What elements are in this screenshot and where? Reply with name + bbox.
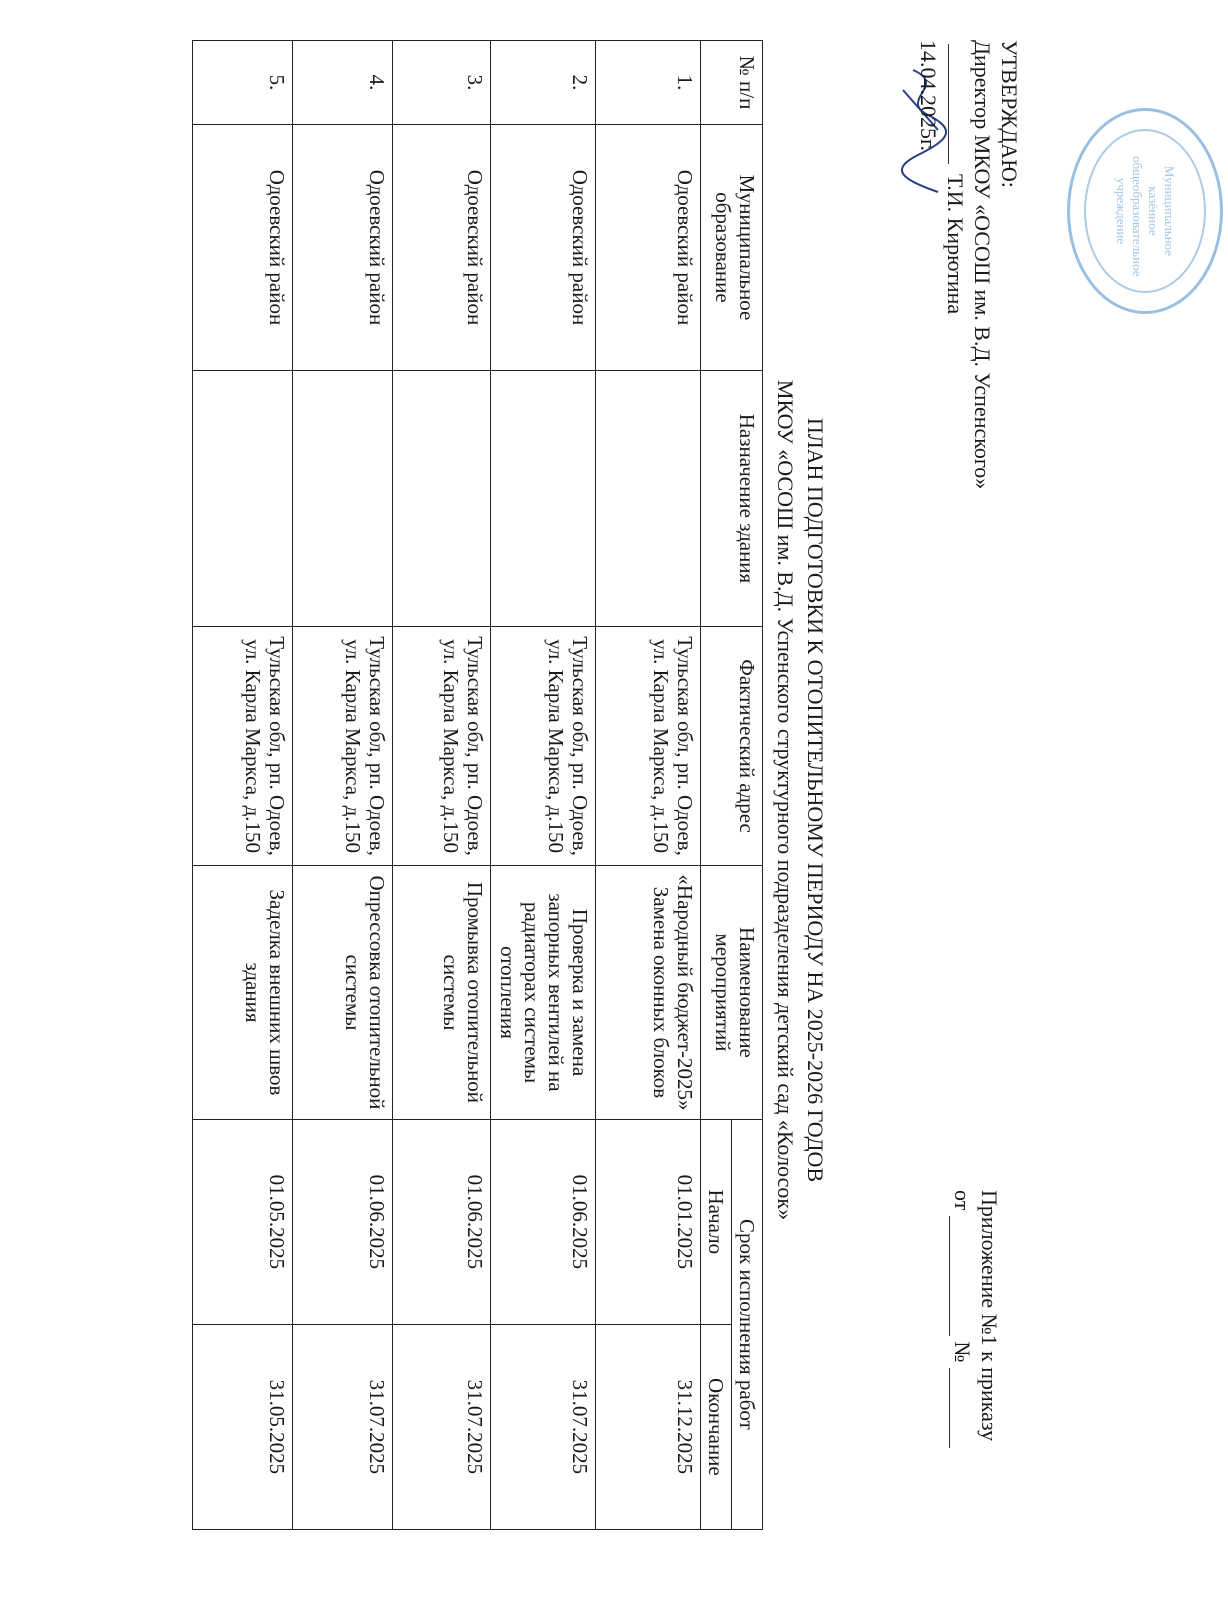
cell-purpose xyxy=(596,370,701,626)
header-purpose: Назначение здания xyxy=(701,370,763,626)
header-num: № п/п xyxy=(701,41,763,125)
cell-start: 01.05.2025 xyxy=(193,1119,293,1324)
cell-address: Тульская обл, рп. Одоев, ул. Карла Маркса, д.150 xyxy=(193,627,293,866)
cell-address: Тульская обл, рп. Одоев, ул. Карла Маркса, д.150 xyxy=(596,627,701,866)
cell-activity: Опрессовка отопительной системы xyxy=(293,866,393,1120)
cell-address: Тульская обл, рп. Одоев, ул. Карла Маркса, д.150 xyxy=(491,627,596,866)
cell-num: 4. xyxy=(293,41,393,125)
approval-position: Директор МКОУ «ОСОШ им. В.Д. Успенского» xyxy=(970,40,995,490)
cell-purpose xyxy=(393,370,491,626)
approval-name: Т.И. Кирютина xyxy=(943,174,968,315)
approval-signature-line xyxy=(942,40,969,489)
approval-date: 14.04.2025г. xyxy=(916,40,941,152)
cell-address: Тульская обл, рп. Одоев, ул. Карла Маркса, д.150 xyxy=(293,627,393,866)
cell-activity: Проверка и замена запорных вентилей на радиаторах системы отопления xyxy=(491,866,596,1120)
approval-block xyxy=(915,40,1023,489)
cell-purpose xyxy=(491,370,596,626)
cell-end: 31.12.2025 xyxy=(596,1324,701,1529)
cell-end: 31.05.2025 xyxy=(193,1324,293,1529)
table-row xyxy=(193,41,293,1530)
stamp-text: Муниципальное казённое общеобразовательное учреждение xyxy=(1114,156,1177,277)
table-row xyxy=(293,41,393,1530)
cell-start: 01.06.2025 xyxy=(393,1119,491,1324)
cell-end: 31.07.2025 xyxy=(491,1324,596,1529)
header-municipality: Муниципальное образование xyxy=(701,125,763,371)
plan-table xyxy=(192,40,763,1530)
appendix-block xyxy=(949,1190,1003,1448)
cell-num: 3. xyxy=(393,41,491,125)
table-row xyxy=(491,41,596,1530)
cell-municipality: Одоевский район xyxy=(393,125,491,371)
cell-activity: Заделка внешних швов здания xyxy=(193,866,293,1120)
header-start: Начало xyxy=(701,1119,732,1324)
official-stamp xyxy=(1067,108,1223,314)
appendix-title: Приложение №1 к приказу xyxy=(977,1190,1002,1442)
plan-subtitle: МКОУ «ОСОШ им. В.Д. Успенского структурного подразделения детский сад «Колосок» xyxy=(773,379,798,1221)
header-address: Фактический адрес xyxy=(701,627,763,866)
cell-end: 31.07.2025 xyxy=(293,1324,393,1529)
cell-purpose xyxy=(293,370,393,626)
cell-num: 2. xyxy=(491,41,596,125)
cell-municipality: Одоевский район xyxy=(491,125,596,371)
cell-end: 31.07.2025 xyxy=(393,1324,491,1529)
cell-num: 1. xyxy=(596,41,701,125)
header-deadline: Срок исполнения работ xyxy=(732,1119,763,1529)
appendix-ref xyxy=(949,1190,976,1448)
appendix-number-label: № xyxy=(950,1341,975,1363)
cell-start: 01.06.2025 xyxy=(491,1119,596,1324)
cell-start: 01.01.2025 xyxy=(596,1119,701,1324)
plan-title: ПЛАН ПОДГОТОВКИ К ОТОПИТЕЛЬНОМУ ПЕРИОДУ НА 2025-2026 ГОДОВ xyxy=(803,417,828,1183)
cell-start: 01.06.2025 xyxy=(293,1119,393,1324)
cell-activity: «Народный бюджет-2025» Замена оконных блоков xyxy=(596,866,701,1120)
appendix-from-label: от xyxy=(950,1190,975,1211)
cell-purpose xyxy=(193,370,293,626)
cell-municipality: Одоевский район xyxy=(293,125,393,371)
cell-activity: Промывка отопительной системы xyxy=(393,866,491,1120)
cell-municipality: Одоевский район xyxy=(596,125,701,371)
table-row xyxy=(596,41,701,1530)
cell-address: Тульская обл, рп. Одоев, ул. Карла Маркса, д.150 xyxy=(393,627,491,866)
table-row xyxy=(393,41,491,1530)
header-end: Окончание xyxy=(701,1324,732,1529)
header-activity: Наименование мероприятий xyxy=(701,866,763,1120)
cell-num: 5. xyxy=(193,41,293,125)
cell-municipality: Одоевский район xyxy=(193,125,293,371)
approval-header: УТВЕРЖДАЮ: xyxy=(997,40,1022,188)
